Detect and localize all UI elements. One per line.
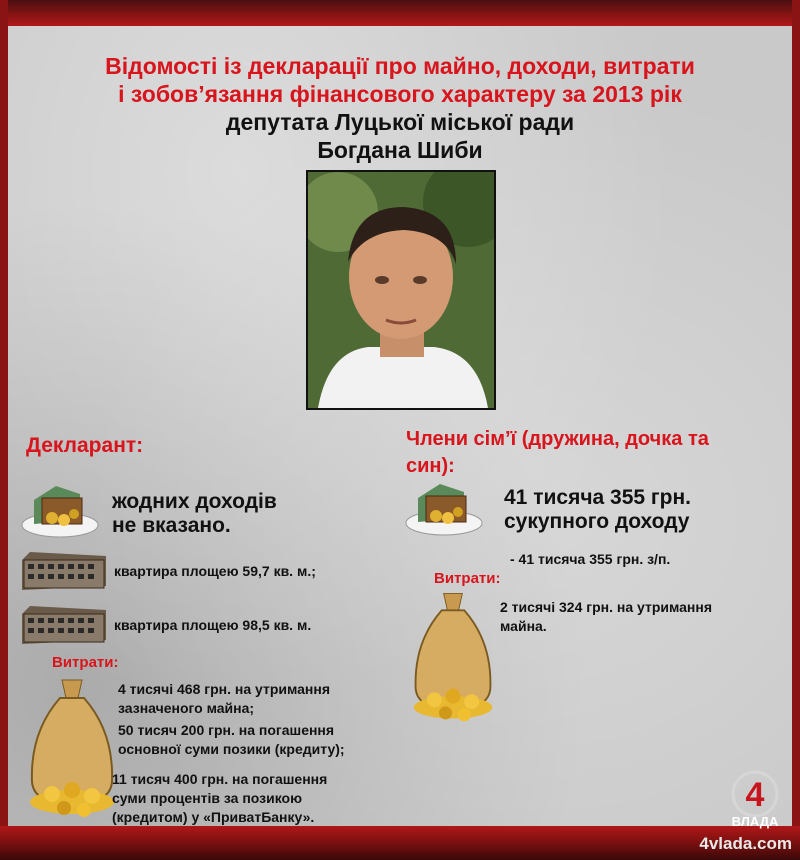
declarant-expense-1-line-1: 4 тисячі 468 грн. на утримання xyxy=(118,681,331,697)
apartment-building-icon xyxy=(22,602,106,649)
portrait-illustration xyxy=(308,172,494,408)
family-expense xyxy=(500,598,780,636)
wallet-plate-icon xyxy=(20,480,100,545)
logo-number: 4 xyxy=(745,776,765,814)
subtitle-line-1: депутата Луцької міської ради xyxy=(225,109,575,135)
declarant-expense-3-line-2: суми процентів за позикою xyxy=(112,790,303,806)
money-bag-icon xyxy=(22,672,122,827)
declarant-income xyxy=(112,490,277,538)
family-income-line-2: сукупного доходу xyxy=(504,510,690,533)
site-logo xyxy=(720,762,790,830)
family-income xyxy=(504,486,691,534)
money-bag-icon xyxy=(406,586,500,731)
declarant-expense-3-line-3: (кредитом) у «ПриватБанку». xyxy=(112,809,315,825)
family-expense-line-2: майна. xyxy=(500,618,547,634)
site-url: 4vlada.com xyxy=(699,834,792,853)
right-frame xyxy=(792,0,800,860)
declarant-heading: Декларант: xyxy=(26,434,144,457)
logo-word: ВЛАДА xyxy=(731,814,779,829)
property-item-1: квартира площею 59,7 кв. м.; xyxy=(114,563,316,579)
top-frame xyxy=(0,0,800,26)
subtitle-line-2: Богдана Шиби xyxy=(317,137,483,163)
portrait-photo xyxy=(306,170,496,410)
declarant-expenses-label: Витрати: xyxy=(52,654,119,671)
declarant-expense-1 xyxy=(118,680,388,718)
title-line-1: Відомості із декларації про майно, доходи, витрати xyxy=(105,53,695,79)
declarant-expense-2-line-2: основної суми позики (кредиту); xyxy=(118,741,345,757)
family-income-detail: - 41 тисяча 355 грн. з/п. xyxy=(510,551,671,567)
family-expenses-label: Витрати: xyxy=(434,570,501,587)
family-heading-line-1: Члени сім’ї (дружина, дочка та xyxy=(406,428,709,450)
declarant-income-line-2: не вказано. xyxy=(112,514,231,537)
property-item-2: квартира площею 98,5 кв. м. xyxy=(114,617,312,633)
family-heading-line-2: син): xyxy=(406,455,455,477)
declarant-income-line-1: жодних доходів xyxy=(112,490,277,513)
family-income-line-1: 41 тисяча 355 грн. xyxy=(504,486,691,509)
family-expense-line-1: 2 тисячі 324 грн. на утримання xyxy=(500,599,713,615)
wallet-plate-icon xyxy=(404,478,484,543)
declarant-expense-2-line-1: 50 тисяч 200 грн. на погашення xyxy=(118,722,335,738)
page-title xyxy=(20,52,780,108)
page-subtitle xyxy=(20,108,780,164)
declarant-expense-2 xyxy=(118,721,398,759)
left-frame xyxy=(0,0,8,860)
declarant-expense-1-line-2: зазначеного майна; xyxy=(118,700,255,716)
logo-mark xyxy=(720,762,790,830)
apartment-building-icon xyxy=(22,548,106,595)
declarant-expense-3 xyxy=(112,770,382,827)
title-line-2: і зобов’язання фінансового характеру за 2013 рік xyxy=(118,81,682,107)
declarant-expense-3-line-1: 11 тисяч 400 грн. на погашення xyxy=(112,771,328,787)
family-heading xyxy=(406,426,709,480)
